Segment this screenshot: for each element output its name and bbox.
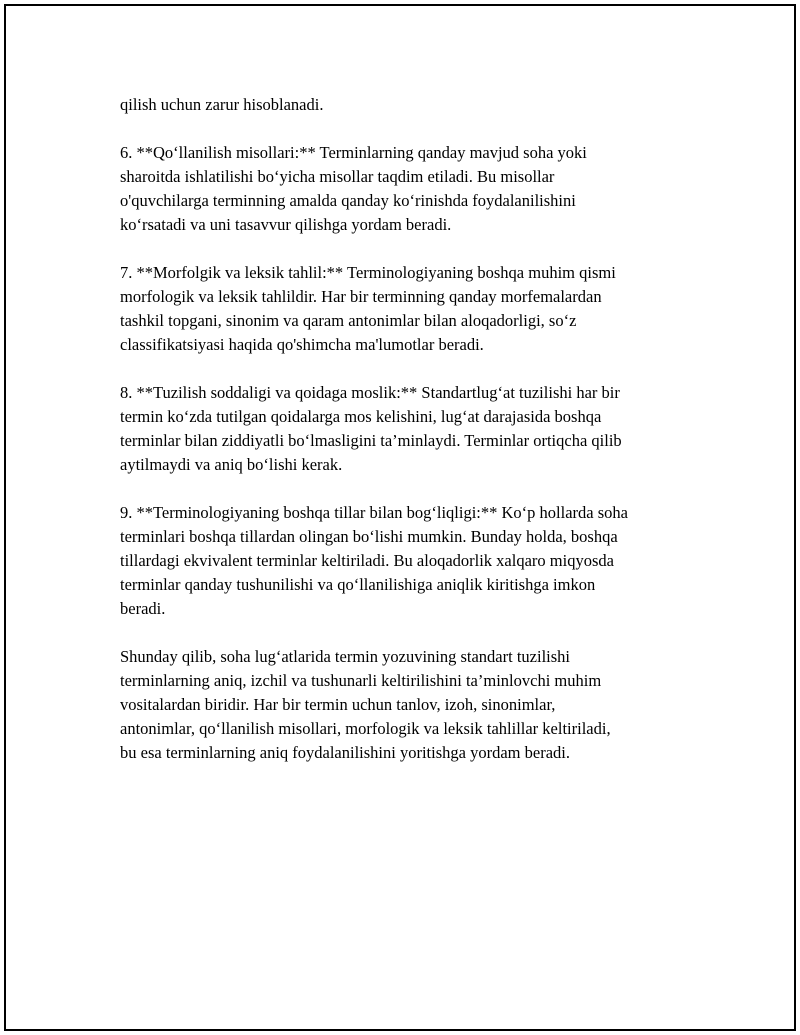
text-line: morfologik va leksik tahlildir. Har bir terminning qanday morfemalardan: [120, 287, 602, 306]
text-line: aytilmaydi va aniq bo‘lishi kerak.: [120, 455, 343, 474]
text-line: beradi.: [120, 599, 166, 618]
text-line: 6. **Qo‘llanilish misollari:** Terminlarning qanday mavjud soha yoki: [120, 143, 587, 162]
text-line: tashkil topgani, sinonim va qaram antonimlar bilan aloqadorligi, so‘z: [120, 311, 577, 330]
text-line: o'quvchilarga terminning amalda qanday ko‘rinishda foydalanilishini: [120, 191, 576, 210]
text-line: bu esa terminlarning aniq foydalanilishini yoritishga yordam beradi.: [120, 743, 570, 762]
text-line: ko‘rsatadi va uni tasavvur qilishga yordam beradi.: [120, 215, 452, 234]
paragraph-continuation: [120, 93, 710, 117]
text-line: sharoitda ishlatilishi bo‘yicha misollar taqdim etiladi. Bu misollar: [120, 167, 555, 186]
text-line: terminlar bilan ziddiyatli bo‘lmasligini ta’minlaydi. Terminlar ortiqcha qilib: [120, 431, 622, 450]
paragraph-item-8: [120, 381, 710, 477]
text-line: classifikatsiyasi haqida qo'shimcha ma'lumotlar beradi.: [120, 335, 484, 354]
text-line: terminlari boshqa tillardan olingan bo‘lishi mumkin. Bunday holda, boshqa: [120, 527, 618, 546]
text-line: vositalardan biridir. Har bir termin uchun tanlov, izoh, sinonimlar,: [120, 695, 556, 714]
text-line: Shunday qilib, soha lug‘atlarida termin yozuvining standart tuzilishi: [120, 647, 571, 666]
paragraph-conclusion: [120, 645, 710, 765]
text-line: tillardagi ekvivalent terminlar keltiriladi. Bu aloqadorlik xalqaro miqyosda: [120, 551, 614, 570]
text-line: qilish uchun zarur hisoblanadi.: [120, 95, 324, 114]
paragraph-item-6: [120, 141, 710, 237]
document-body: [120, 93, 710, 789]
paragraph-item-9: [120, 501, 710, 621]
paragraph-item-7: [120, 261, 710, 357]
text-line: terminlar qanday tushunilishi va qo‘llanilishiga aniqlik kiritishga imkon: [120, 575, 596, 594]
text-line: 7. **Morfolgik va leksik tahlil:** Terminologiyaning boshqa muhim qismi: [120, 263, 616, 282]
text-line: termin ko‘zda tutilgan qoidalarga mos kelishini, lug‘at darajasida boshqa: [120, 407, 602, 426]
document-page: [4, 4, 796, 1031]
text-line: terminlarning aniq, izchil va tushunarli keltirilishini ta’minlovchi muhim: [120, 671, 602, 690]
text-line: 9. **Terminologiyaning boshqa tillar bilan bog‘liqligi:** Ko‘p hollarda soha: [120, 503, 628, 522]
text-line: antonimlar, qo‘llanilish misollari, morfologik va leksik tahlillar keltiriladi,: [120, 719, 611, 738]
text-line: 8. **Tuzilish soddaligi va qoidaga moslik:** Standartlug‘at tuzilishi har bir: [120, 383, 620, 402]
